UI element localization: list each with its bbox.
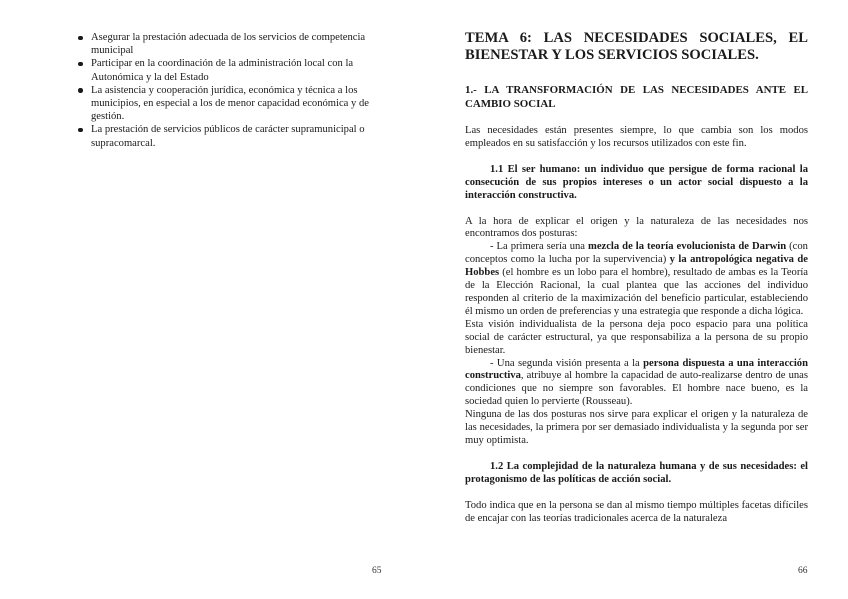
paragraph: Todo indica que en la persona se dan al mismo tiempo múltiples facetas difíciles de encajar con las teorías tradicionales acerca de la naturaleza (465, 499, 808, 524)
paragraph: - La primera sería una mezcla de la teoría evolucionista de Darwin (con conceptos como la lucha por la supervivencia) y la antropológica negativa de Hobbes (el hombre es un lobo para el hombre), resultado de ambas es la Teoría de la Elección Racional, la cual plantea que las acciones del individuo responden al criterio de la maximización del beneficio particular, estableciendo él mismo un orden de preferencias y una estrategia que responde a dicha lógica. (465, 241, 808, 317)
chapter-title: TEMA 6: LAS NECESIDADES SOCIALES, EL BIENESTAR Y LOS SERVICIOS SOCIALES. (465, 30, 808, 63)
page-number-right: 66 (798, 566, 808, 576)
paragraph: Ninguna de las dos posturas nos sirve para explicar el origen y la naturaleza de las necesidades, la primera por ser demasiado individualista y la segunda por ser muy optimista. (465, 409, 808, 446)
list-item: Asegurar la prestación adecuada de los servicios de competencia municipal (74, 31, 380, 57)
section-heading: 1.- LA TRANSFORMACIÓN DE LAS NECESIDADES ANTE EL CAMBIO SOCIAL (465, 84, 808, 110)
paragraph: Esta visión individualista de la persona deja poco espacio para una política social de carácter estructural, ya que responsabiliza a la persona de su propio bienestar. (465, 318, 808, 356)
paragraph: A la hora de explicar el origen y la naturaleza de las necesidades nos encontramos dos posturas: (465, 215, 808, 240)
page-number-left: 65 (372, 566, 382, 576)
chapter-content (465, 30, 808, 525)
right-page (424, 0, 848, 599)
list-item: La prestación de servicios públicos de carácter supramunicipal o supracomarcal. (74, 123, 380, 149)
paragraph: - Una segunda visión presenta a la persona dispuesta a una interacción constructiva, atribuye al hombre la capacidad de auto-realizarse dentro de unas condiciones que no siempre son favorables. El hombre nace bueno, es la sociedad quien lo pervierte (Rousseau). (465, 357, 808, 408)
bullet-icon (78, 36, 83, 41)
subsection-heading: 1.1 El ser humano: un individuo que persigue de forma racional la consecución de sus propios intereses o un actor social dispuesto a la interacción constructiva. (465, 163, 808, 201)
list-item: La asistencia y cooperación jurídica, económica y técnica a los municipios, en especial a los de menor capacidad económica y de gestión. (74, 84, 380, 124)
list-item: Participar en la coordinación de la administración local con la Autonómica y la del Estado (74, 57, 380, 83)
subsection-heading: 1.2 La complejidad de la naturaleza humana y de sus necesidades: el protagonismo de las políticas de acción social. (465, 460, 808, 485)
bullet-list (74, 31, 380, 150)
bullet-icon (78, 88, 83, 93)
intro-paragraph: Las necesidades están presentes siempre, lo que cambia son los modos empleados en su satisfacción y los recursos utilizados con este fin. (465, 125, 808, 149)
bullet-icon (78, 62, 83, 67)
bullet-icon (78, 128, 83, 133)
